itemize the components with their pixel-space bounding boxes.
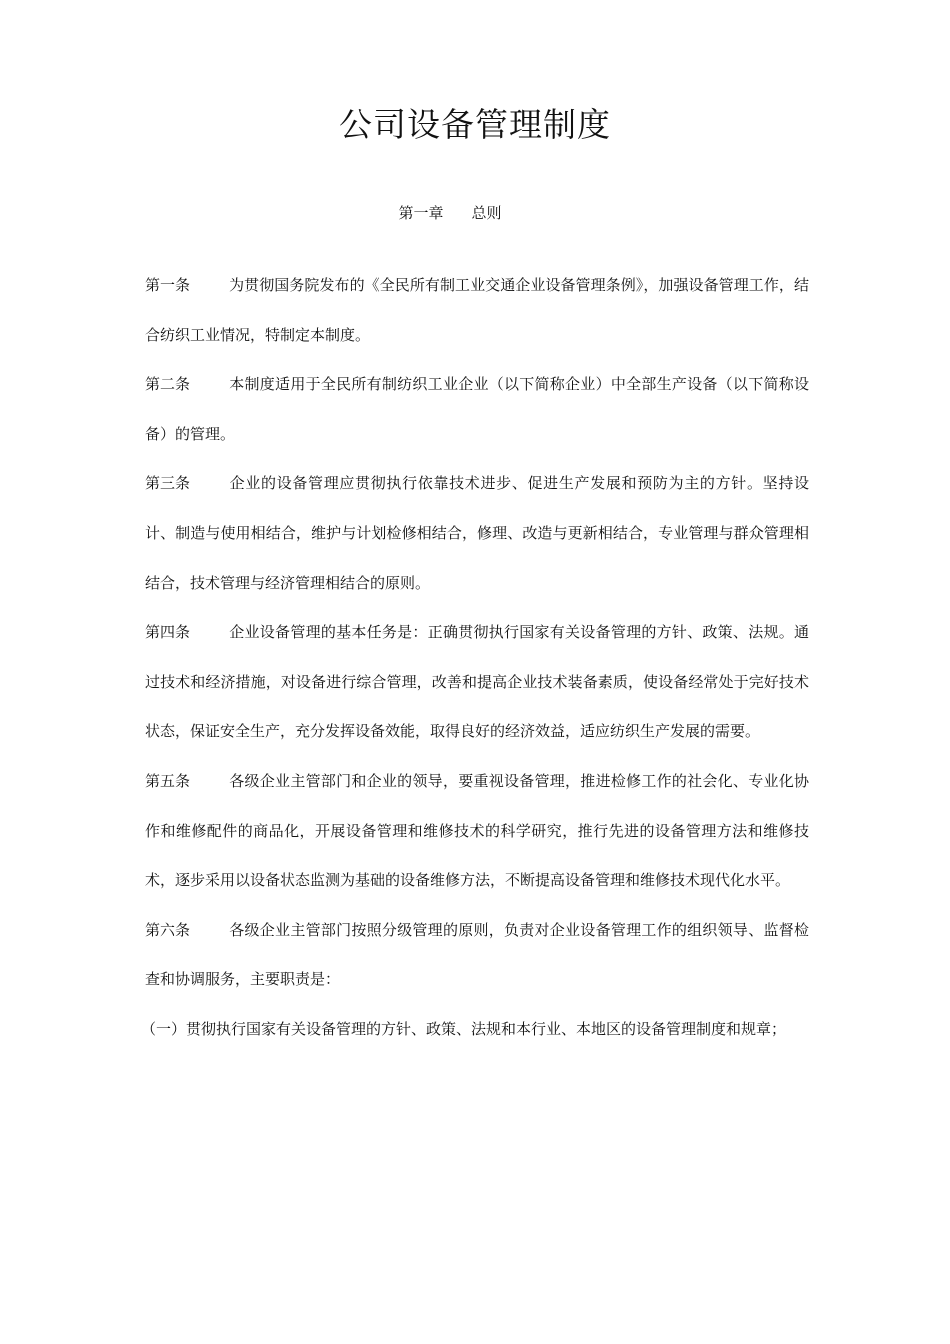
article-label: 第三条 (145, 474, 191, 493)
document-body (141, 261, 809, 1055)
article-label: 第五条 (145, 771, 191, 790)
document-title: 公司设备管理制度 (339, 105, 611, 144)
article-text: 企业设备管理的基本任务是：正确贯彻执行国家有关设备管理的方针、政策、法规。通过技术和经济措施，对设备进行综合管理，改善和提高企业技术装备素质，使设备经常处于完好技术状态，保证安全生产，充分发挥设备效能，取得良好的经济效益，适应纺织生产发展的需要。 (145, 623, 809, 741)
article-2 (145, 360, 809, 459)
article-1 (145, 261, 809, 360)
article-6 (145, 906, 809, 1005)
sub-item-1: （一）贯彻执行国家有关设备管理的方针、政策、法规和本行业、本地区的设备管理制度和规章； (141, 1019, 787, 1038)
chapter-heading (0, 200, 900, 226)
article-label: 第一条 (145, 276, 191, 294)
article-text: 为贯彻国务院发布的《全民所有制工业交通企业设备管理条例》，加强设备管理工作，结合纺织工业情况，特制定本制度。 (145, 276, 809, 344)
article-label: 第六条 (145, 920, 191, 939)
article-text: 各级企业主管部门和企业的领导，要重视设备管理，推进检修工作的社会化、专业化协作和维修配件的商品化，开展设备管理和维修技术的科学研究，推行先进的设备管理方法和维修技术，逐步采用以设备状态监测为基础的设备维修方法，不断提高设备管理和维修技术现代化水平。 (145, 771, 809, 890)
article-text: 各级企业主管部门按照分级管理的原则，负责对企业设备管理工作的组织领导、监督检查和协调服务，主要职责是： (145, 920, 809, 989)
article-text: 本制度适用于全民所有制纺织工业企业（以下简称企业）中全部生产设备（以下简称设备）的管理。 (145, 375, 809, 443)
article-4 (145, 608, 809, 757)
article-3 (145, 459, 809, 608)
article-label: 第四条 (145, 623, 191, 642)
article-text: 企业的设备管理应贯彻执行依靠技术进步、促进生产发展和预防为主的方针。坚持设计、制造与使用相结合，维护与计划检修相结合，修理、改造与更新相结合，专业管理与群众管理相结合，技术管理与经济管理相结合的原则。 (145, 474, 809, 592)
chapter-number: 第一章 (398, 204, 444, 222)
chapter-name: 总则 (471, 204, 502, 222)
article-label: 第二条 (145, 375, 191, 394)
article-5 (145, 757, 809, 906)
